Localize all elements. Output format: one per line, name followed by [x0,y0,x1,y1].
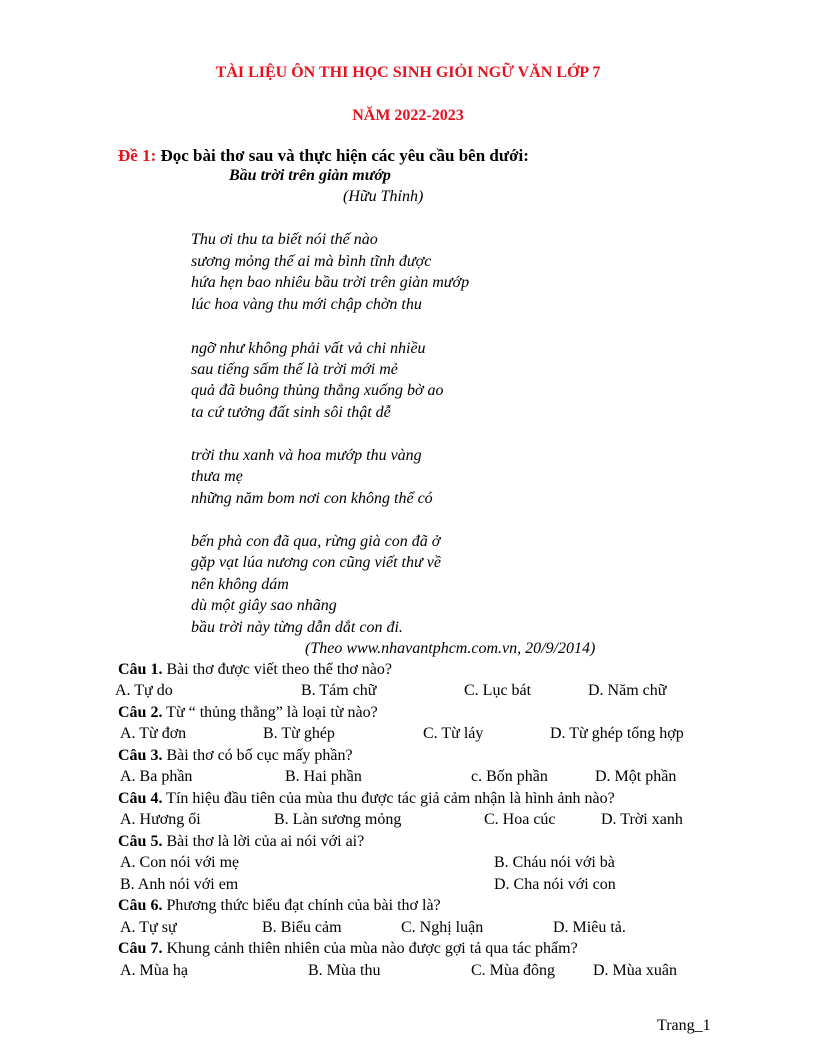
poem-line: lúc hoa vàng thu mới chập chờn thu [191,296,422,313]
question-number: Câu 2. [118,704,163,721]
poem-line: ngỡ như không phải vất vả chi nhiều [191,340,426,357]
question-text: Phương thức biểu đạt chính của bài thơ là? [162,897,441,914]
option-d: D. Cha nói với con [494,876,616,893]
question-7 [118,939,578,959]
option-a: A. Tự do [115,682,173,699]
question-text: Khung cảnh thiên nhiên của mùa nào được gợi tả qua tác phẩm? [162,940,578,957]
option-a: A. Mùa hạ [120,962,188,979]
question-number: Câu 3. [118,747,163,764]
option-d: D. Năm chữ [588,682,667,699]
question-text: Tín hiệu đầu tiên của mùa thu được tác giả cảm nhận là hình ảnh nào? [162,790,615,807]
option-a: A. Từ đơn [120,725,187,742]
question-number: Câu 1. [118,661,163,678]
question-number: Câu 4. [118,790,163,807]
document-year: NĂM 2022-2023 [352,107,464,124]
question-text: Bài thơ được viết theo thể thơ nào? [162,661,393,678]
question-number: Câu 6. [118,897,163,914]
exercise-instruction: Đọc bài thơ sau và thực hiện các yêu cầu bên dưới: [156,146,529,165]
poem-line: những năm bom nơi con không thể có [191,490,433,507]
option-c: C. Hoa cúc [484,811,556,828]
poem-line: ta cứ tưởng đất sinh sôi thật dễ [191,404,391,421]
question-6 [118,896,441,916]
question-1 [118,660,392,680]
question-number: Câu 5. [118,833,163,850]
option-d: D. Một phần [595,768,677,785]
exercise-label: Đề 1: [118,146,157,165]
question-2 [118,703,378,723]
poem-line: bầu trời này từng dẫn dắt con đi. [191,619,403,636]
poem-title: Bầu trời trên giàn mướp [229,167,391,184]
option-b-alt: B. Anh nói với em [120,876,239,893]
poem-line: nên không dám [191,576,289,593]
option-b: B. Làn sương mỏng [274,811,402,828]
poem-line: thưa mẹ [191,468,243,485]
option-b: B. Mùa thu [308,962,381,979]
poem-line: gặp vạt lúa nương con cũng viết thư về [191,554,441,571]
option-a: A. Hương ổi [120,811,201,828]
poem-line: sương mỏng thế ai mà bình tĩnh được [191,253,432,270]
option-c: C. Lục bát [464,682,532,699]
option-a: A. Ba phần [120,768,193,785]
option-c: c. Bốn phần [471,768,548,785]
page-number: Trang_1 [657,1017,711,1034]
option-d: D. Trời xanh [601,811,683,828]
document-title: TÀI LIỆU ÔN THI HỌC SINH GIỎI NGỮ VĂN LỚP 7 [215,64,601,81]
option-b: B. Tám chữ [301,682,377,699]
option-b: B. Biểu cảm [262,919,342,936]
option-d: D. Từ ghép tổng hợp [550,725,684,742]
option-c: C. Từ láy [423,725,484,742]
option-c: C. Nghị luận [401,919,484,936]
question-text: Bài thơ có bố cục mấy phần? [162,747,353,764]
poem-author: (Hữu Thỉnh) [343,188,424,205]
option-b: B. Cháu nói với bà [494,854,615,871]
poem-line: quả đã buông thủng thẳng xuống bờ ao [191,382,444,399]
poem-line: sau tiếng sấm thế là trời mới mẻ [191,361,398,378]
question-4 [118,789,615,809]
option-d: D. Miêu tả. [553,919,626,936]
option-a: A. Tự sự [120,919,177,936]
option-a: A. Con nói với mẹ [120,854,240,871]
poem-line: dù một giây sao nhãng [191,597,337,614]
question-3 [118,746,353,766]
question-text: Bài thơ là lời của ai nói với ai? [162,833,365,850]
poem-line: bến phà con đã qua, rừng già con đã ở [191,533,441,550]
question-text: Từ “ thủng thẳng” là loại từ nào? [162,704,378,721]
poem-source: (Theo www.nhavantphcm.com.vn, 20/9/2014) [305,640,596,657]
option-b: B. Từ ghép [263,725,335,742]
question-number: Câu 7. [118,940,163,957]
exercise-heading [118,146,529,166]
poem-line: Thu ơi thu ta biết nói thế nào [191,231,378,248]
option-c: C. Mùa đông [471,962,555,979]
poem-line: trời thu xanh và hoa mướp thu vàng [191,447,422,464]
poem-line: hứa hẹn bao nhiêu bầu trời trên giàn mướp [191,274,470,291]
question-5 [118,832,364,852]
option-b: B. Hai phần [285,768,362,785]
option-d: D. Mùa xuân [593,962,677,979]
